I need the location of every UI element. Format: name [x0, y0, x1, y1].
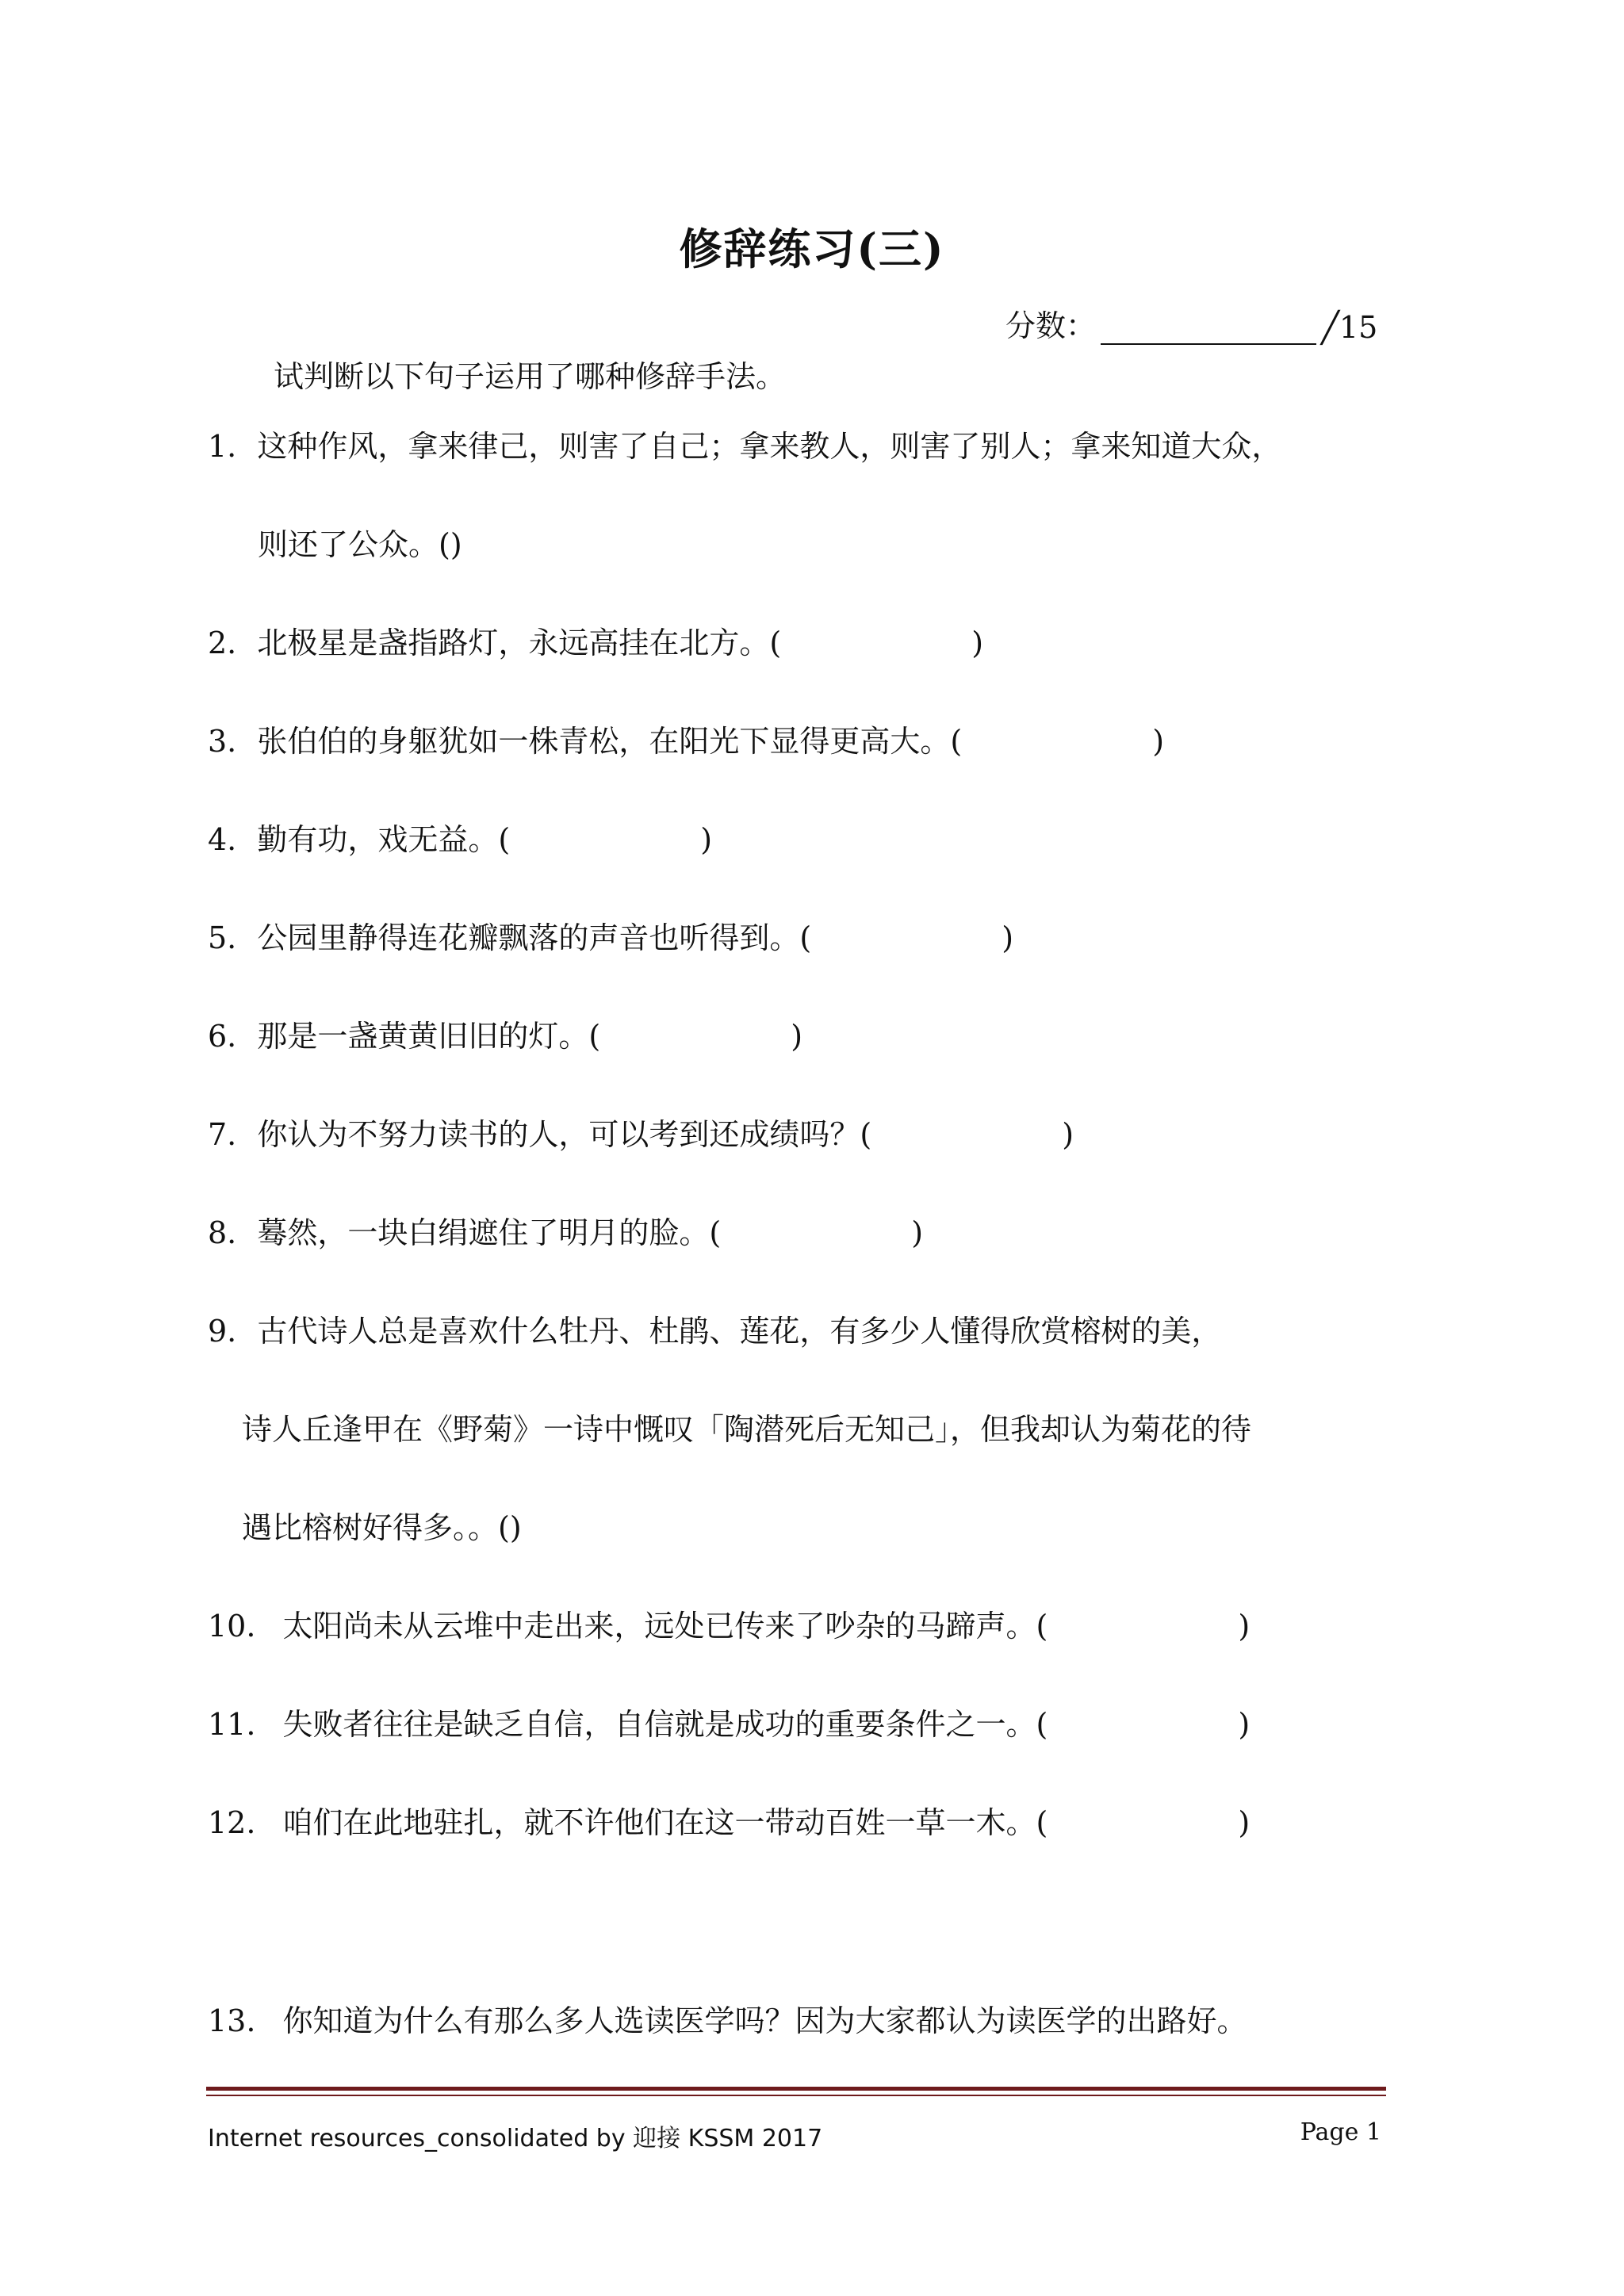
question-3: [208, 717, 1164, 760]
page-title: 修辞练习(三): [679, 224, 945, 274]
question-12: [208, 1798, 1250, 1842]
question-6: [208, 1012, 802, 1055]
question-9-continuation-1: [242, 1405, 1251, 1448]
question-text: 太阳尚未从云堆中走出来，远处已传来了吵杂的马蹄声。(: [282, 1609, 1048, 1644]
answer-close-paren: ): [509, 1510, 522, 1545]
question-number: 1.: [208, 429, 237, 464]
question-number: 7.: [208, 1117, 237, 1152]
question-number: 6.: [208, 1019, 237, 1054]
answer-close-paren: ): [700, 822, 713, 857]
question-number: 8.: [208, 1215, 237, 1250]
question-2: [208, 618, 983, 662]
footer-divider-thin: [206, 2095, 1386, 2096]
question-10: [208, 1601, 1250, 1645]
question-1: [208, 422, 1281, 465]
question-9: [208, 1307, 1221, 1350]
question-number: 12.: [208, 1805, 256, 1840]
question-text: 咱们在此地驻扎，就不许他们在这一带动百姓一草一木。(: [282, 1805, 1048, 1840]
question-8: [208, 1208, 923, 1252]
question-text: 你知道为什么有那么多人选读医学吗？因为大家都认为读医学的出路好。: [282, 2003, 1247, 2038]
question-text: 诗人丘逢甲在《野菊》一诗中慨叹「陶潜死后无知己」，但我却认为菊花的待: [242, 1412, 1252, 1447]
footer-credit: Internet resources_consolidated by 迎接 KSSM 2017: [208, 2125, 823, 2152]
question-text: 张伯伯的身躯犹如一株青松，在阳光下显得更高大。(: [257, 724, 963, 759]
score-total: ╱15: [1321, 310, 1378, 345]
question-text: 你认为不努力读书的人，可以考到还成绩吗？(: [257, 1117, 872, 1152]
answer-close-paren: ): [1238, 1707, 1251, 1742]
question-text: 这种作风，拿来律己，则害了自己；拿来教人，则害了别人；拿来知道大众，: [257, 429, 1282, 464]
question-7: [208, 1110, 1074, 1154]
answer-close-paren: ): [450, 527, 462, 562]
answer-close-paren: ): [791, 1019, 803, 1054]
question-text: 则还了公众。(: [258, 527, 450, 562]
question-9-continuation-2: [242, 1503, 522, 1547]
footer-page-number: Page 1: [1300, 2118, 1381, 2146]
question-number: 4.: [208, 822, 237, 857]
question-1-continuation: [258, 520, 462, 564]
question-4: [208, 815, 712, 859]
question-text: 北极星是盏指路灯，永远高挂在北方。(: [257, 626, 782, 660]
question-number: 10.: [208, 1609, 256, 1644]
score-label: 分数：: [1005, 308, 1097, 343]
answer-close-paren: ): [1152, 724, 1165, 759]
question-number: 13.: [208, 2003, 256, 2038]
question-text: 古代诗人总是喜欢什么牡丹、杜鹃、莲花，有多少人懂得欣赏榕树的美，: [257, 1314, 1222, 1349]
answer-close-paren: ): [1238, 1609, 1251, 1644]
question-text: 失败者往往是缺乏自信，自信就是成功的重要条件之一。(: [282, 1707, 1048, 1742]
question-number: 11.: [208, 1707, 256, 1742]
question-text: 公园里静得连花瓣飘落的声音也听得到。(: [257, 920, 812, 955]
question-number: 2.: [208, 626, 237, 660]
answer-close-paren: ): [1002, 920, 1014, 955]
question-number: 5.: [208, 920, 237, 955]
answer-close-paren: ): [1238, 1805, 1251, 1840]
score-line: [1005, 301, 1377, 345]
question-11: [208, 1700, 1250, 1743]
footer-divider-thick: [206, 2087, 1386, 2091]
question-text: 蓦然，一块白绢遮住了明月的脸。(: [257, 1215, 722, 1250]
question-13: [208, 1996, 1247, 2040]
answer-close-paren: ): [971, 626, 984, 660]
answer-close-paren: ): [1062, 1117, 1074, 1152]
instruction-text: 试判断以下句子运用了哪种修辞手法。: [274, 359, 787, 394]
question-number: 3.: [208, 724, 237, 759]
question-text: 勤有功，戏无益。(: [257, 822, 511, 857]
question-5: [208, 913, 1013, 957]
question-number: 9.: [208, 1314, 237, 1349]
question-text: 那是一盏黄黄旧旧的灯。(: [257, 1019, 601, 1054]
score-blank[interactable]: [1101, 312, 1316, 345]
answer-close-paren: ): [911, 1215, 924, 1250]
question-text: 遇比榕树好得多。。(: [242, 1510, 510, 1545]
